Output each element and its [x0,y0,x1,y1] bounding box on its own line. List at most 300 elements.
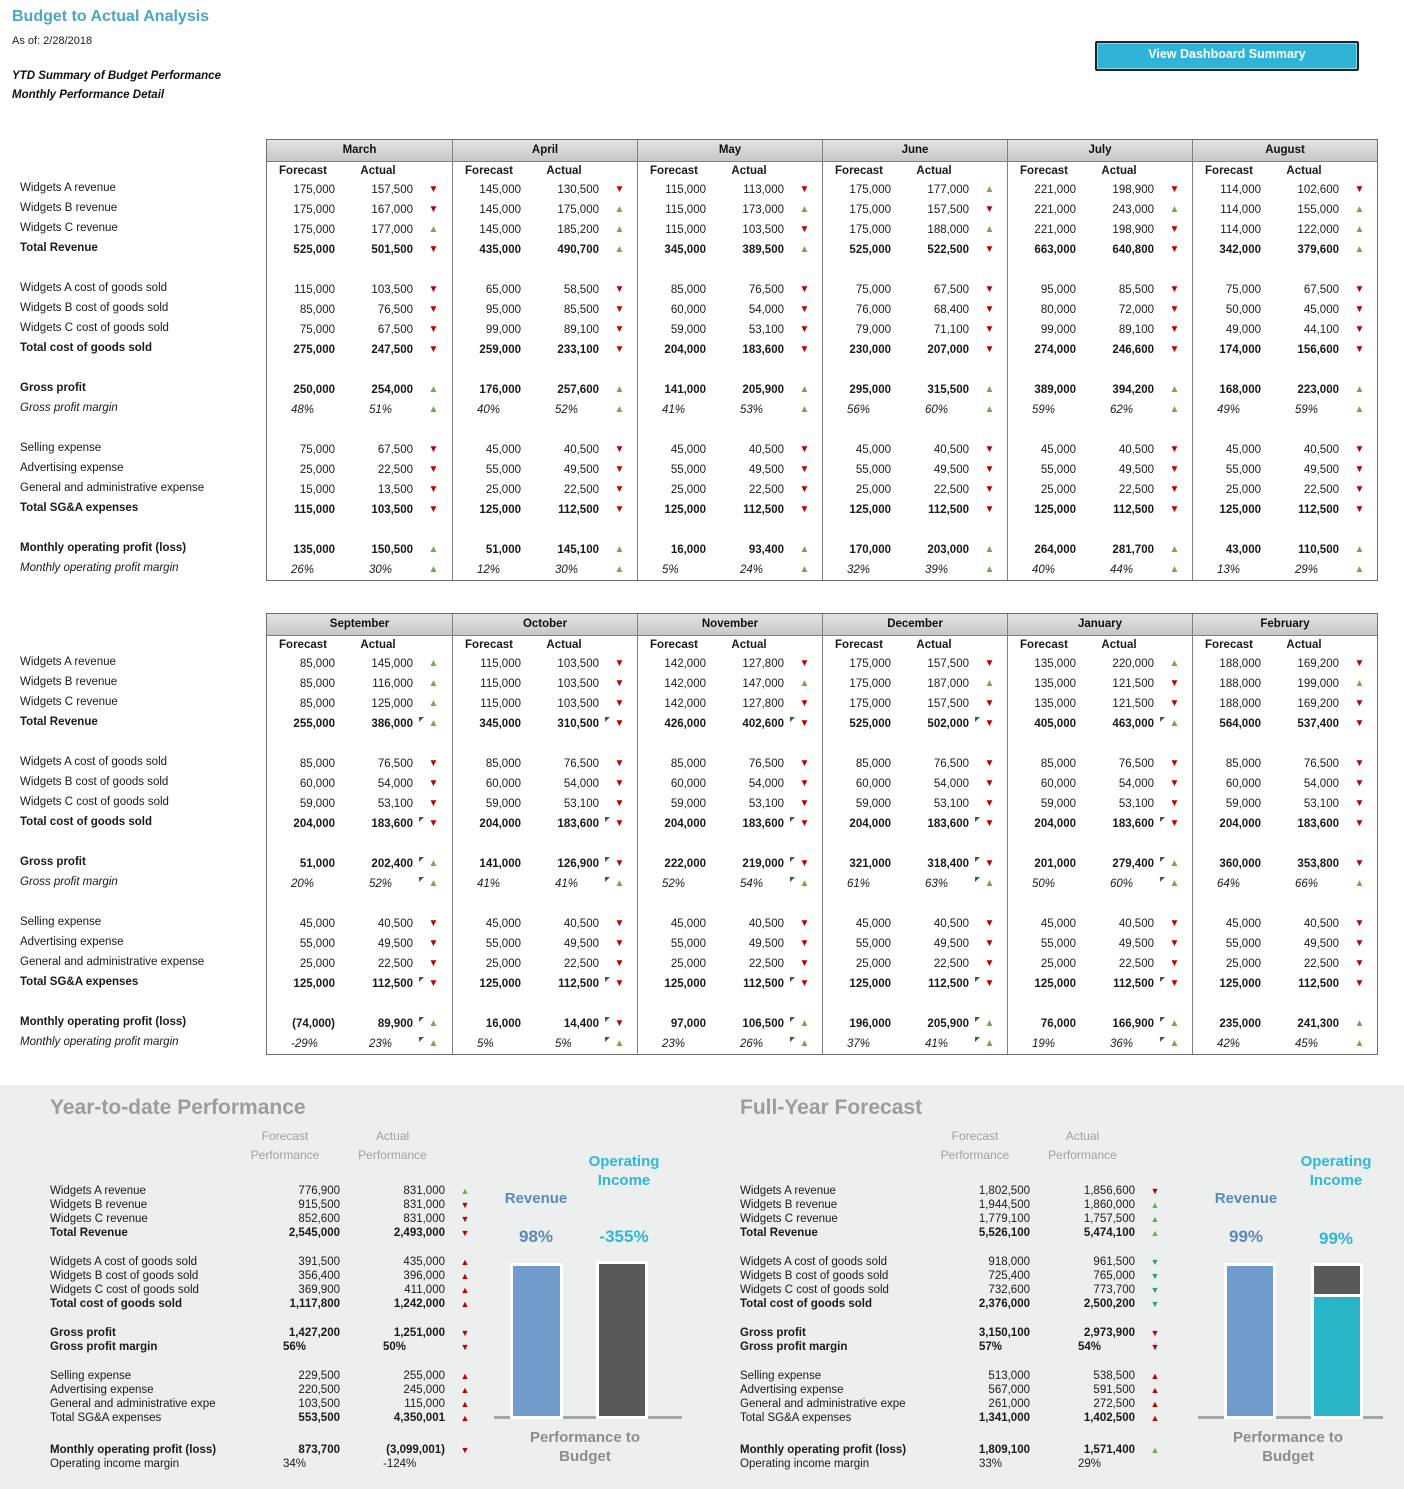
actual-cell[interactable]: 187,000 [927,678,969,690]
actual-cell[interactable]: 116,000 [372,678,413,690]
actual-cell[interactable]: 112,500 [558,504,599,516]
actual-cell[interactable]: 112,500 [743,504,784,516]
actual-cell[interactable]: 501,500 [371,244,413,256]
forecast-cell[interactable]: 51,000 [485,544,521,556]
actual-cell[interactable]: 502,000 [927,718,969,730]
forecast-cell[interactable]: 125,000 [849,504,891,516]
actual-cell[interactable]: 166,900 [1112,1018,1154,1030]
forecast-cell[interactable]: 114,000 [1220,204,1261,216]
actual-cell[interactable]: 185,200 [557,224,599,236]
forecast-cell[interactable]: 405,000 [1034,718,1076,730]
forecast-cell[interactable]: 175,000 [849,224,891,236]
forecast-cell[interactable]: 25,000 [299,464,335,476]
row-label[interactable]: Total cost of goods sold [50,1298,183,1310]
actual-cell[interactable]: 76,500 [748,758,784,770]
forecast-cell[interactable]: 85,000 [485,758,521,770]
forecast-cell[interactable]: 175,000 [849,204,891,216]
forecast-cell[interactable]: 85,000 [299,658,335,670]
actual-cell[interactable]: 23% [369,1038,393,1050]
actual-cell[interactable]: 68,400 [933,304,969,316]
forecast-value[interactable]: 1,809,100 [978,1444,1030,1456]
forecast-cell[interactable]: 204,000 [1219,818,1261,830]
forecast-cell[interactable]: 85,000 [299,758,335,770]
row-label[interactable]: Widgets B cost of goods sold [20,302,169,314]
actual-cell[interactable]: 121,500 [1112,678,1154,690]
row-label[interactable]: Monthly operating profit margin [20,562,179,574]
forecast-value[interactable]: 918,000 [988,1256,1030,1268]
forecast-cell[interactable]: 125,000 [664,978,706,990]
actual-cell[interactable]: 112,500 [372,978,413,990]
actual-cell[interactable]: 112,500 [928,504,969,516]
forecast-cell[interactable]: 25,000 [1040,484,1076,496]
forecast-cell[interactable]: 45,000 [670,918,706,930]
forecast-cell[interactable]: 204,000 [664,818,706,830]
actual-cell[interactable]: 67,500 [377,324,413,336]
forecast-value[interactable]: 553,500 [298,1412,340,1424]
forecast-cell[interactable]: 142,000 [664,678,706,690]
forecast-value[interactable]: 33% [979,1458,1003,1470]
row-label[interactable]: Advertising expense [740,1384,844,1396]
forecast-cell[interactable]: 115,000 [294,284,335,296]
forecast-cell[interactable]: 55,000 [1225,464,1261,476]
forecast-cell[interactable]: 85,000 [855,758,891,770]
forecast-cell[interactable]: 25,000 [485,484,521,496]
forecast-cell[interactable]: 25,000 [670,484,706,496]
forecast-cell[interactable]: 59% [1032,404,1056,416]
forecast-cell[interactable]: 115,000 [665,204,706,216]
actual-cell[interactable]: 40,500 [1118,918,1154,930]
actual-cell[interactable]: 54,000 [748,778,784,790]
forecast-value[interactable]: 103,500 [298,1398,340,1410]
actual-value[interactable]: 961,500 [1093,1256,1135,1268]
actual-cell[interactable]: 22,500 [377,958,413,970]
row-label[interactable]: Operating income margin [740,1458,870,1470]
actual-cell[interactable]: 183,600 [371,818,413,830]
actual-cell[interactable]: 24% [740,564,764,576]
forecast-cell[interactable]: 188,000 [1219,698,1261,710]
actual-cell[interactable]: 49,500 [748,464,784,476]
actual-cell[interactable]: 241,300 [1297,1018,1339,1030]
actual-cell[interactable]: 45% [1295,1038,1319,1050]
forecast-cell[interactable]: 145,000 [479,204,521,216]
actual-cell[interactable]: 147,000 [742,678,784,690]
forecast-value[interactable]: 34% [283,1458,307,1470]
actual-cell[interactable]: 85,500 [563,304,599,316]
actual-cell[interactable]: 315,500 [927,384,969,396]
actual-cell[interactable]: 22,500 [563,484,599,496]
actual-cell[interactable]: 203,000 [927,544,969,556]
actual-cell[interactable]: 22,500 [563,958,599,970]
forecast-cell[interactable]: 175,000 [293,204,335,216]
row-label[interactable]: Widgets A cost of goods sold [50,1256,198,1268]
actual-cell[interactable]: 5% [555,1038,572,1050]
forecast-cell[interactable]: 145,000 [479,184,521,196]
forecast-cell[interactable]: 135,000 [1034,698,1076,710]
actual-cell[interactable]: 102,600 [1297,184,1339,196]
forecast-value[interactable]: 732,600 [988,1284,1030,1296]
forecast-cell[interactable]: 204,000 [1034,818,1076,830]
forecast-cell[interactable]: 25,000 [485,958,521,970]
actual-cell[interactable]: 310,500 [557,718,599,730]
forecast-cell[interactable]: 59,000 [485,798,521,810]
forecast-cell[interactable]: 32% [847,564,871,576]
forecast-cell[interactable]: 64% [1217,878,1241,890]
forecast-cell[interactable]: 40% [477,404,501,416]
actual-cell[interactable]: 112,500 [928,978,969,990]
forecast-cell[interactable]: 141,000 [479,858,521,870]
row-label[interactable]: Selling expense [20,916,102,928]
row-label[interactable]: Total SG&A expenses [740,1412,852,1424]
actual-cell[interactable]: 202,400 [371,858,413,870]
forecast-cell[interactable]: 49,000 [1225,324,1261,336]
actual-cell[interactable]: 62% [1110,404,1134,416]
forecast-cell[interactable]: 20% [291,878,315,890]
actual-cell[interactable]: 54,000 [748,304,784,316]
actual-cell[interactable]: 199,000 [1297,678,1339,690]
forecast-cell[interactable]: 85,000 [1225,758,1261,770]
forecast-cell[interactable]: 115,000 [665,224,706,236]
view-dashboard-summary-button[interactable]: View Dashboard Summary [1095,41,1359,71]
forecast-cell[interactable]: 125,000 [849,978,891,990]
row-label[interactable]: Selling expense [20,442,102,454]
actual-cell[interactable]: 54,000 [1303,778,1339,790]
actual-value[interactable]: 773,700 [1093,1284,1135,1296]
row-label[interactable]: Total SG&A expenses [50,1412,162,1424]
row-label[interactable]: General and administrative expense [20,956,205,968]
actual-cell[interactable]: 112,500 [1298,504,1339,516]
actual-cell[interactable]: 49,500 [377,938,413,950]
actual-value[interactable]: 1,242,000 [393,1298,445,1310]
forecast-value[interactable]: 1,802,500 [978,1185,1030,1197]
actual-cell[interactable]: 44,100 [1303,324,1339,336]
forecast-cell[interactable]: 60,000 [670,304,706,316]
row-label[interactable]: General and administrative expe [50,1398,216,1410]
forecast-cell[interactable]: 176,000 [479,384,521,396]
actual-cell[interactable]: 76,500 [1303,758,1339,770]
forecast-cell[interactable]: 168,000 [1219,384,1261,396]
forecast-cell[interactable]: 40% [1032,564,1056,576]
actual-value[interactable]: 255,000 [403,1370,445,1382]
forecast-cell[interactable]: 55,000 [1040,464,1076,476]
forecast-cell[interactable]: 274,000 [1034,344,1076,356]
revenue-bar[interactable] [513,1266,560,1416]
actual-cell[interactable]: 127,800 [742,658,784,670]
forecast-cell[interactable]: 204,000 [664,344,706,356]
actual-cell[interactable]: 125,000 [371,698,413,710]
forecast-cell[interactable]: 42% [1217,1038,1241,1050]
forecast-cell[interactable]: 55,000 [855,938,891,950]
forecast-cell[interactable]: 342,000 [1219,244,1261,256]
actual-cell[interactable]: 205,900 [927,1018,969,1030]
forecast-cell[interactable]: 135,000 [1034,678,1076,690]
actual-cell[interactable]: 103,500 [742,224,784,236]
actual-value[interactable]: 1,856,600 [1083,1185,1135,1197]
actual-cell[interactable]: 150,500 [371,544,413,556]
forecast-cell[interactable]: 85,000 [299,678,335,690]
row-label[interactable]: Gross profit margin [20,402,118,414]
forecast-value[interactable]: 1,427,200 [288,1327,340,1339]
actual-cell[interactable]: 183,600 [557,818,599,830]
forecast-cell[interactable]: 115,000 [665,184,706,196]
actual-cell[interactable]: 51% [369,404,393,416]
actual-cell[interactable]: 44% [1110,564,1134,576]
actual-cell[interactable]: 36% [1110,1038,1134,1050]
actual-cell[interactable]: 53,100 [1303,798,1339,810]
actual-cell[interactable]: 39% [925,564,949,576]
actual-cell[interactable]: 155,000 [1297,204,1339,216]
forecast-cell[interactable]: 60,000 [485,778,521,790]
actual-cell[interactable]: 22,500 [748,958,784,970]
forecast-cell[interactable]: 45,000 [485,918,521,930]
actual-cell[interactable]: 40,500 [1303,444,1339,456]
forecast-cell[interactable]: 60,000 [855,778,891,790]
actual-cell[interactable]: 22,500 [1303,484,1339,496]
forecast-value[interactable]: 915,500 [298,1199,340,1211]
forecast-value[interactable]: 1,341,000 [978,1412,1030,1424]
actual-cell[interactable]: 522,500 [927,244,969,256]
forecast-cell[interactable]: 45,000 [1225,444,1261,456]
row-label[interactable]: Advertising expense [20,462,124,474]
row-label[interactable]: Monthly operating profit (loss) [20,1016,187,1028]
actual-value[interactable]: (3,099,001) [386,1444,445,1456]
actual-cell[interactable]: 22,500 [1303,958,1339,970]
actual-cell[interactable]: 49,500 [1303,464,1339,476]
actual-cell[interactable]: 233,100 [557,344,599,356]
forecast-cell[interactable]: 15,000 [299,484,335,496]
forecast-cell[interactable]: 23% [662,1038,686,1050]
actual-cell[interactable]: 53% [740,404,764,416]
forecast-cell[interactable]: 51,000 [299,858,335,870]
forecast-cell[interactable]: 5% [477,1038,494,1050]
forecast-cell[interactable]: 125,000 [1034,978,1076,990]
actual-cell[interactable]: 243,000 [1112,204,1154,216]
forecast-cell[interactable]: 175,000 [293,184,335,196]
actual-cell[interactable]: 59% [1295,404,1319,416]
actual-cell[interactable]: 177,000 [371,224,413,236]
actual-cell[interactable]: 198,900 [1112,184,1154,196]
forecast-cell[interactable]: 56% [847,404,871,416]
forecast-cell[interactable]: 12% [477,564,501,576]
actual-cell[interactable]: 76,500 [933,758,969,770]
forecast-cell[interactable]: 99,000 [1040,324,1076,336]
forecast-cell[interactable]: 55,000 [299,938,335,950]
actual-cell[interactable]: 40,500 [563,918,599,930]
forecast-cell[interactable]: 174,000 [1219,344,1261,356]
forecast-cell[interactable]: 16,000 [670,544,706,556]
forecast-cell[interactable]: 114,000 [1220,224,1261,236]
row-label[interactable]: Gross profit [20,382,86,394]
forecast-cell[interactable]: 43,000 [1225,544,1261,556]
forecast-cell[interactable]: 25,000 [1040,958,1076,970]
forecast-cell[interactable]: 45,000 [299,918,335,930]
actual-cell[interactable]: 53,100 [1118,798,1154,810]
forecast-value[interactable]: 229,500 [298,1370,340,1382]
forecast-cell[interactable]: 50,000 [1225,304,1261,316]
forecast-cell[interactable]: 26% [291,564,315,576]
forecast-value[interactable]: 261,000 [988,1398,1030,1410]
actual-cell[interactable]: 156,600 [1297,344,1339,356]
actual-cell[interactable]: 40,500 [748,444,784,456]
forecast-cell[interactable]: 235,000 [1219,1018,1261,1030]
actual-cell[interactable]: 67,500 [933,284,969,296]
forecast-value[interactable]: 852,600 [298,1213,340,1225]
forecast-cell[interactable]: 175,000 [849,184,891,196]
forecast-cell[interactable]: 264,000 [1034,544,1076,556]
row-label[interactable]: Total Revenue [20,716,98,728]
actual-cell[interactable]: 30% [369,564,393,576]
forecast-cell[interactable]: 75,000 [299,444,335,456]
forecast-cell[interactable]: 345,000 [479,718,521,730]
forecast-cell[interactable]: 250,000 [293,384,335,396]
forecast-cell[interactable]: 275,000 [293,344,335,356]
forecast-cell[interactable]: 45,000 [1040,918,1076,930]
row-label[interactable]: Widgets C revenue [50,1213,148,1225]
forecast-cell[interactable]: 25,000 [1225,484,1261,496]
forecast-value[interactable]: 725,400 [988,1270,1030,1282]
forecast-cell[interactable]: 52% [662,878,686,890]
actual-cell[interactable]: 89,100 [1118,324,1154,336]
forecast-cell[interactable]: 85,000 [670,758,706,770]
forecast-cell[interactable]: 230,000 [849,344,891,356]
actual-cell[interactable]: 72,000 [1118,304,1154,316]
forecast-cell[interactable]: 141,000 [664,384,706,396]
forecast-cell[interactable]: 75,000 [299,324,335,336]
actual-cell[interactable]: 183,600 [1297,818,1339,830]
forecast-cell[interactable]: 125,000 [1034,504,1076,516]
actual-cell[interactable]: 386,000 [371,718,413,730]
actual-cell[interactable]: 183,600 [1112,818,1154,830]
actual-cell[interactable]: 45,000 [1303,304,1339,316]
actual-cell[interactable]: 379,600 [1297,244,1339,256]
forecast-cell[interactable]: 75,000 [855,284,891,296]
forecast-cell[interactable]: 59,000 [855,798,891,810]
actual-cell[interactable]: 103,500 [371,504,413,516]
row-label[interactable]: Widgets B cost of goods sold [740,1270,889,1282]
actual-value[interactable]: 591,500 [1093,1384,1135,1396]
actual-cell[interactable]: 54,000 [563,778,599,790]
row-label[interactable]: Gross profit margin [740,1341,848,1353]
row-label[interactable]: Operating income margin [50,1458,180,1470]
actual-cell[interactable]: 49,500 [563,464,599,476]
row-label[interactable]: Gross profit [50,1327,116,1339]
forecast-cell[interactable]: 115,000 [480,658,521,670]
actual-cell[interactable]: 223,000 [1297,384,1339,396]
forecast-cell[interactable]: 55,000 [670,464,706,476]
forecast-cell[interactable]: 135,000 [293,544,335,556]
forecast-cell[interactable]: 49% [1217,404,1241,416]
forecast-cell[interactable]: 222,000 [664,858,706,870]
forecast-cell[interactable]: 79,000 [855,324,891,336]
actual-cell[interactable]: 103,500 [371,284,413,296]
actual-cell[interactable]: 54,000 [377,778,413,790]
actual-cell[interactable]: 112,500 [1113,978,1154,990]
forecast-cell[interactable]: 295,000 [849,384,891,396]
row-label[interactable]: Monthly operating profit margin [20,1036,179,1048]
actual-cell[interactable]: 53,100 [563,798,599,810]
actual-cell[interactable]: 126,900 [557,858,599,870]
forecast-value[interactable]: 513,000 [988,1370,1030,1382]
forecast-cell[interactable]: 76,000 [1040,1018,1076,1030]
actual-cell[interactable]: 49,500 [1118,938,1154,950]
actual-cell[interactable]: 14,400 [563,1018,599,1030]
actual-cell[interactable]: 130,500 [557,184,599,196]
actual-cell[interactable]: 112,500 [1113,504,1154,516]
forecast-cell[interactable]: 221,000 [1034,204,1076,216]
forecast-cell[interactable]: 25,000 [855,484,891,496]
actual-cell[interactable]: 40,500 [1303,918,1339,930]
actual-value[interactable]: 2,500,200 [1083,1298,1135,1310]
actual-cell[interactable]: 22,500 [748,484,784,496]
row-label[interactable]: Widgets C cost of goods sold [50,1284,199,1296]
row-label[interactable]: Widgets B revenue [740,1199,838,1211]
forecast-cell[interactable]: 16,000 [485,1018,521,1030]
actual-value[interactable]: 831,000 [403,1185,445,1197]
actual-cell[interactable]: 157,500 [371,184,413,196]
actual-cell[interactable]: 76,500 [563,758,599,770]
actual-value[interactable]: 1,402,500 [1083,1412,1135,1424]
actual-cell[interactable]: 318,400 [927,858,969,870]
forecast-cell[interactable]: 188,000 [1219,658,1261,670]
actual-cell[interactable]: 22,500 [377,464,413,476]
actual-value[interactable]: 411,000 [404,1284,445,1296]
actual-value[interactable]: 245,000 [403,1384,445,1396]
forecast-value[interactable]: 2,376,000 [978,1298,1030,1310]
actual-cell[interactable]: 145,000 [371,658,413,670]
actual-value[interactable]: 50% [383,1341,407,1353]
actual-cell[interactable]: 103,500 [557,658,599,670]
forecast-cell[interactable]: 45,000 [855,444,891,456]
actual-cell[interactable]: 53,100 [933,798,969,810]
actual-value[interactable]: 1,757,500 [1083,1213,1135,1225]
actual-value[interactable]: 538,500 [1093,1370,1135,1382]
forecast-cell[interactable]: 525,000 [849,718,891,730]
row-label[interactable]: Widgets B revenue [50,1199,148,1211]
actual-cell[interactable]: 103,500 [557,698,599,710]
actual-cell[interactable]: 53,100 [748,798,784,810]
row-label[interactable]: Total cost of goods sold [740,1298,873,1310]
forecast-cell[interactable]: 221,000 [1034,224,1076,236]
forecast-cell[interactable]: 50% [1032,878,1056,890]
actual-value[interactable]: 396,000 [403,1270,445,1282]
actual-cell[interactable]: 247,500 [371,344,413,356]
actual-cell[interactable]: 122,000 [1297,224,1339,236]
actual-cell[interactable]: 67,500 [1303,284,1339,296]
forecast-value[interactable]: 356,400 [298,1270,340,1282]
operating-income-bar[interactable] [599,1264,645,1416]
row-label[interactable]: Monthly operating profit (loss) [50,1444,217,1456]
forecast-cell[interactable]: 125,000 [1219,978,1261,990]
row-label[interactable]: Widgets A revenue [740,1185,836,1197]
actual-cell[interactable]: 183,600 [927,818,969,830]
forecast-cell[interactable]: (74,000) [292,1018,335,1030]
actual-cell[interactable]: 30% [555,564,579,576]
forecast-cell[interactable]: 97,000 [670,1018,706,1030]
forecast-cell[interactable]: 321,000 [849,858,891,870]
actual-value[interactable]: 29% [1078,1458,1102,1470]
forecast-value[interactable]: 2,545,000 [288,1227,340,1239]
actual-cell[interactable]: 537,400 [1297,718,1339,730]
actual-cell[interactable]: 640,800 [1112,244,1154,256]
actual-cell[interactable]: 76,500 [1118,758,1154,770]
forecast-cell[interactable]: 115,000 [480,678,521,690]
actual-cell[interactable]: 40,500 [933,918,969,930]
actual-cell[interactable]: 54% [740,878,764,890]
actual-cell[interactable]: 157,500 [927,658,969,670]
forecast-cell[interactable]: 196,000 [849,1018,891,1030]
row-label[interactable]: Widgets B revenue [20,202,118,214]
actual-cell[interactable]: 394,200 [1112,384,1154,396]
forecast-cell[interactable]: 41% [477,878,501,890]
